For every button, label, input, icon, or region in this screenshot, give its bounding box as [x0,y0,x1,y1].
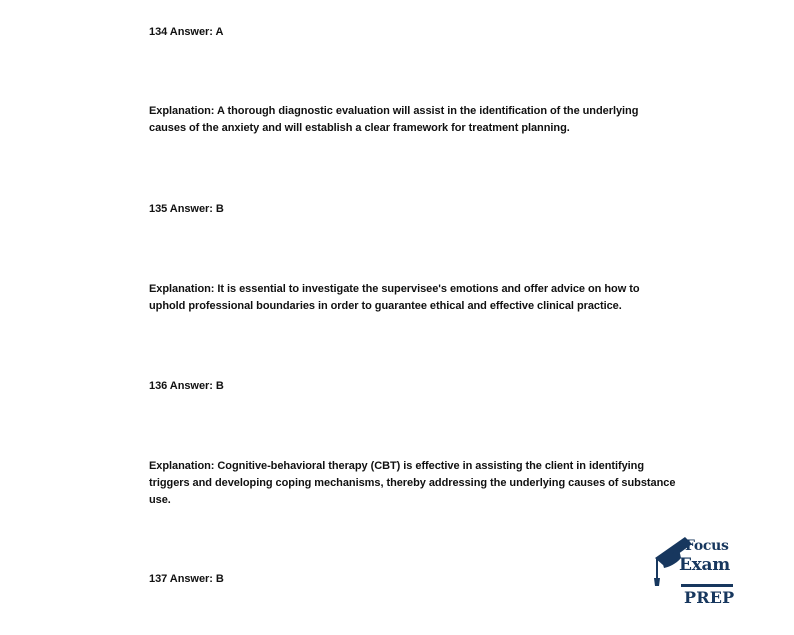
answer-136: 136 Answer: B [149,380,224,392]
logo-divider [681,584,733,587]
explanation-135-line-2: uphold professional boundaries in order to guarantee ethical and effective clinical practice. [149,300,622,312]
answer-135: 135 Answer: B [149,203,224,215]
focus-exam-prep-logo [652,534,734,614]
logo-word-exam: Exam [679,555,730,575]
answer-137: 137 Answer: B [149,573,224,585]
explanation-136-line-1: Explanation: Cognitive-behavioral therapy (CBT) is effective in assisting the client in identifying [149,460,645,472]
explanation-135-line-1: Explanation: It is essential to investigate the supervisee's emotions and offer advice on how to [149,283,640,295]
logo-word-focus: Focus [685,538,729,554]
explanation-136-line-2: triggers and developing coping mechanisms, thereby addressing the underlying causes of substance [149,477,676,489]
answer-134: 134 Answer: A [149,26,224,38]
explanation-136-line-3: use. [149,494,171,506]
explanation-134-line-1: Explanation: A thorough diagnostic evaluation will assist in the identification of the underlying [149,105,639,117]
logo-word-prep: PREP [684,588,735,607]
explanation-134-line-2: causes of the anxiety and will establish a clear framework for treatment planning. [149,122,570,134]
